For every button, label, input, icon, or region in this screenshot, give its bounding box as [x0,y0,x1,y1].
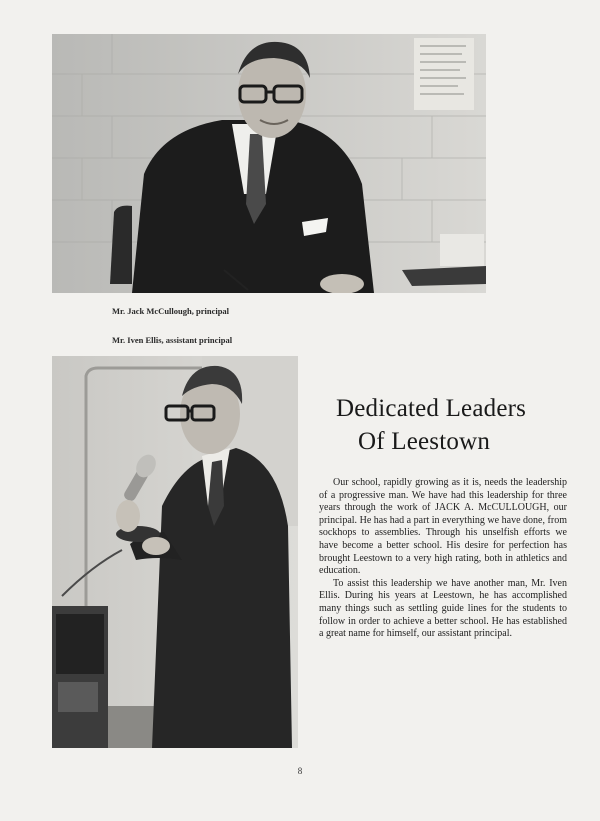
article-title-line-1: Dedicated Leaders [336,395,527,422]
article-body [319,477,567,641]
assistant-principal-photo [52,356,298,748]
article-paragraph-1: Our school, rapidly growing as it is, needs the leadership of a progressive man. We have had this leadership for three years through the work of JACK A. McCULLOUGH, our principal. He has had a part in everything we have done, from sockhops to assemblies. Through his unselfish efforts we have become a better school. His desire for perfection has brought Leestown to a very high rating, both in athletics and education. [319,477,567,577]
assistant-principal-caption: Mr. Iven Ellis, assistant principal [112,335,233,345]
principal-caption: Mr. Jack McCullough, principal [112,306,230,316]
article-paragraph-2: To assist this leadership we have another man, Mr. Iven Ellis. During his years at Leestown, he has accomplished many things such as settling guide lines for the students to follow in order to achieve a better school. He has established a great name for himself, our assistant principal. [319,577,567,640]
principal-photo [52,34,486,293]
article-title-line-2: Of Leestown [358,428,491,455]
page-number: 8 [297,766,303,776]
